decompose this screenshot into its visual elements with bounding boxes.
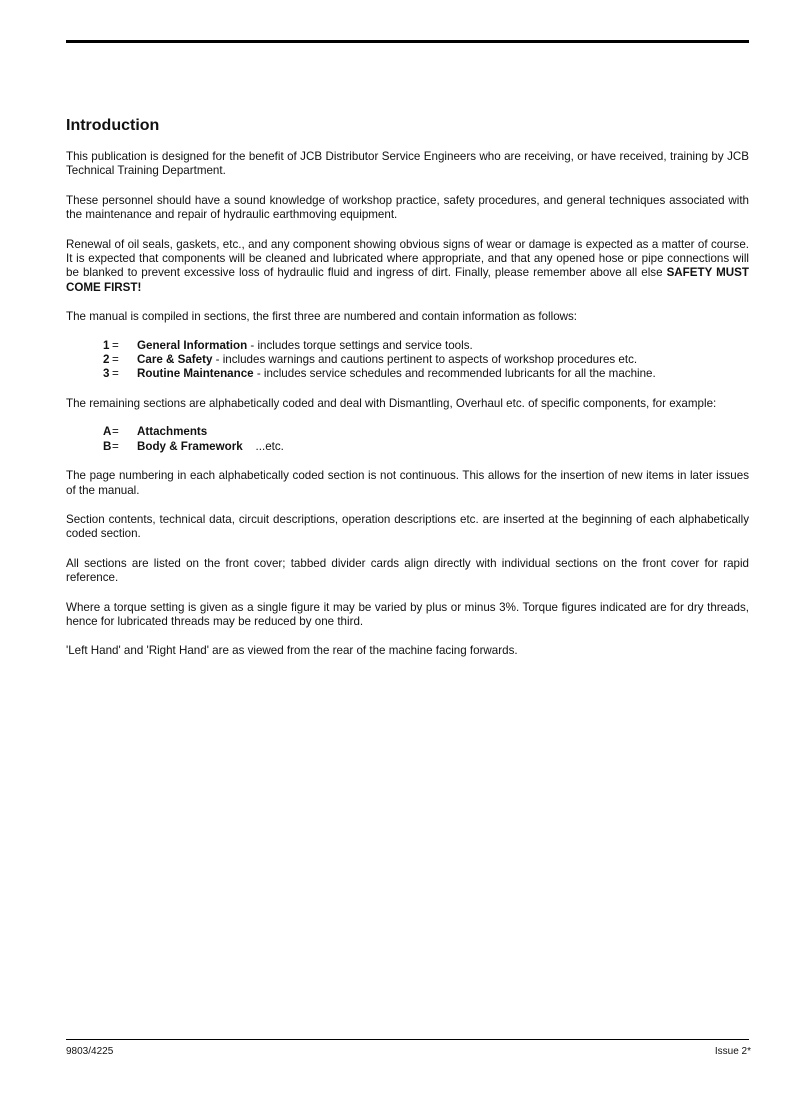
section-code: 1 bbox=[103, 338, 110, 352]
section-description: - includes service schedules and recommended lubricants for all the machine. bbox=[253, 367, 656, 381]
section-code: A bbox=[103, 425, 112, 439]
equals-sign: = bbox=[112, 353, 119, 367]
equals-sign: = bbox=[112, 425, 119, 439]
issue-label: Issue 2* bbox=[714, 1046, 751, 1057]
paragraph-remaining-sections: The remaining sections are alphabetically coded and deal with Dismantling, Overhaul etc. of specific components, for example: bbox=[66, 396, 717, 410]
footer-rule bbox=[66, 1039, 749, 1040]
section-description: - includes warnings and cautions pertinent to aspects of workshop procedures etc. bbox=[212, 353, 638, 367]
page-title: Introduction bbox=[66, 117, 160, 134]
paragraph-handedness: 'Left Hand' and 'Right Hand' are as viewed from the rear of the machine facing forwards. bbox=[66, 644, 518, 658]
section-description: - includes torque settings and service tools. bbox=[247, 338, 473, 352]
paragraph-purpose: This publication is designed for the benefit of JCB Distributor Service Engineers who are receiving, or have received, training by JCB Technical Training Department. bbox=[66, 150, 749, 178]
safety-notice: SAFETY MUST COME FIRST! bbox=[66, 266, 749, 294]
paragraph-sections-intro: The manual is compiled in sections, the first three are numbered and contain information as follows: bbox=[66, 310, 578, 324]
equals-sign: = bbox=[112, 367, 119, 381]
section-code: 3 bbox=[103, 367, 110, 381]
list-item bbox=[66, 339, 749, 353]
list-item bbox=[66, 367, 749, 381]
renewal-text: Renewal of oil seals, gaskets, etc., and any component showing obvious signs of wear or damage is expected as a matter of course. It is expected that components will be cleaned and lubricated where appropriate, and that any opened hose or pipe connections will be blanked to prevent excessive loss of hydraulic fluid and ingress of dirt. Finally, please remember above all else bbox=[66, 237, 749, 280]
section-code: 2 bbox=[103, 353, 110, 367]
section-name: Body & Framework bbox=[137, 439, 243, 453]
page-content bbox=[66, 116, 749, 674]
section-code: B bbox=[103, 439, 112, 453]
section-description: ...etc. bbox=[242, 439, 284, 453]
lettered-sections-list bbox=[66, 425, 749, 454]
list-item bbox=[66, 353, 749, 367]
paragraph-renewal bbox=[66, 238, 749, 296]
numbered-sections-list bbox=[66, 339, 749, 382]
document-number: 9803/4225 bbox=[66, 1046, 114, 1057]
paragraph-front-cover: All sections are listed on the front cover; tabbed divider cards align directly with individual sections on the front cover for rapid reference. bbox=[66, 556, 749, 585]
paragraph-page-numbering: The page numbering in each alphabetically coded section is not continuous. This allows for the insertion of new items in later issues of the manual. bbox=[66, 469, 749, 497]
header-rule bbox=[66, 40, 749, 43]
list-item bbox=[66, 440, 749, 454]
paragraph-section-contents: Section contents, technical data, circuit descriptions, operation descriptions etc. are inserted at the beginning of each alphabetically coded section. bbox=[66, 512, 749, 541]
paragraph-torque: Where a torque setting is given as a single figure it may be varied by plus or minus 3%. Torque figures indicated are for dry threads, hence for lubricated threads may be reduced by one third. bbox=[66, 600, 749, 628]
paragraph-personnel: These personnel should have a sound knowledge of workshop practice, safety procedures, and general techniques associated with the maintenance and repair of hydraulic earthmoving equipment. bbox=[66, 193, 749, 222]
section-name: General Information bbox=[137, 338, 248, 352]
section-name: Attachments bbox=[137, 425, 208, 439]
section-name: Routine Maintenance bbox=[137, 367, 254, 381]
equals-sign: = bbox=[112, 439, 119, 453]
list-item bbox=[66, 425, 749, 439]
equals-sign: = bbox=[112, 338, 119, 352]
section-name: Care & Safety bbox=[137, 353, 213, 367]
